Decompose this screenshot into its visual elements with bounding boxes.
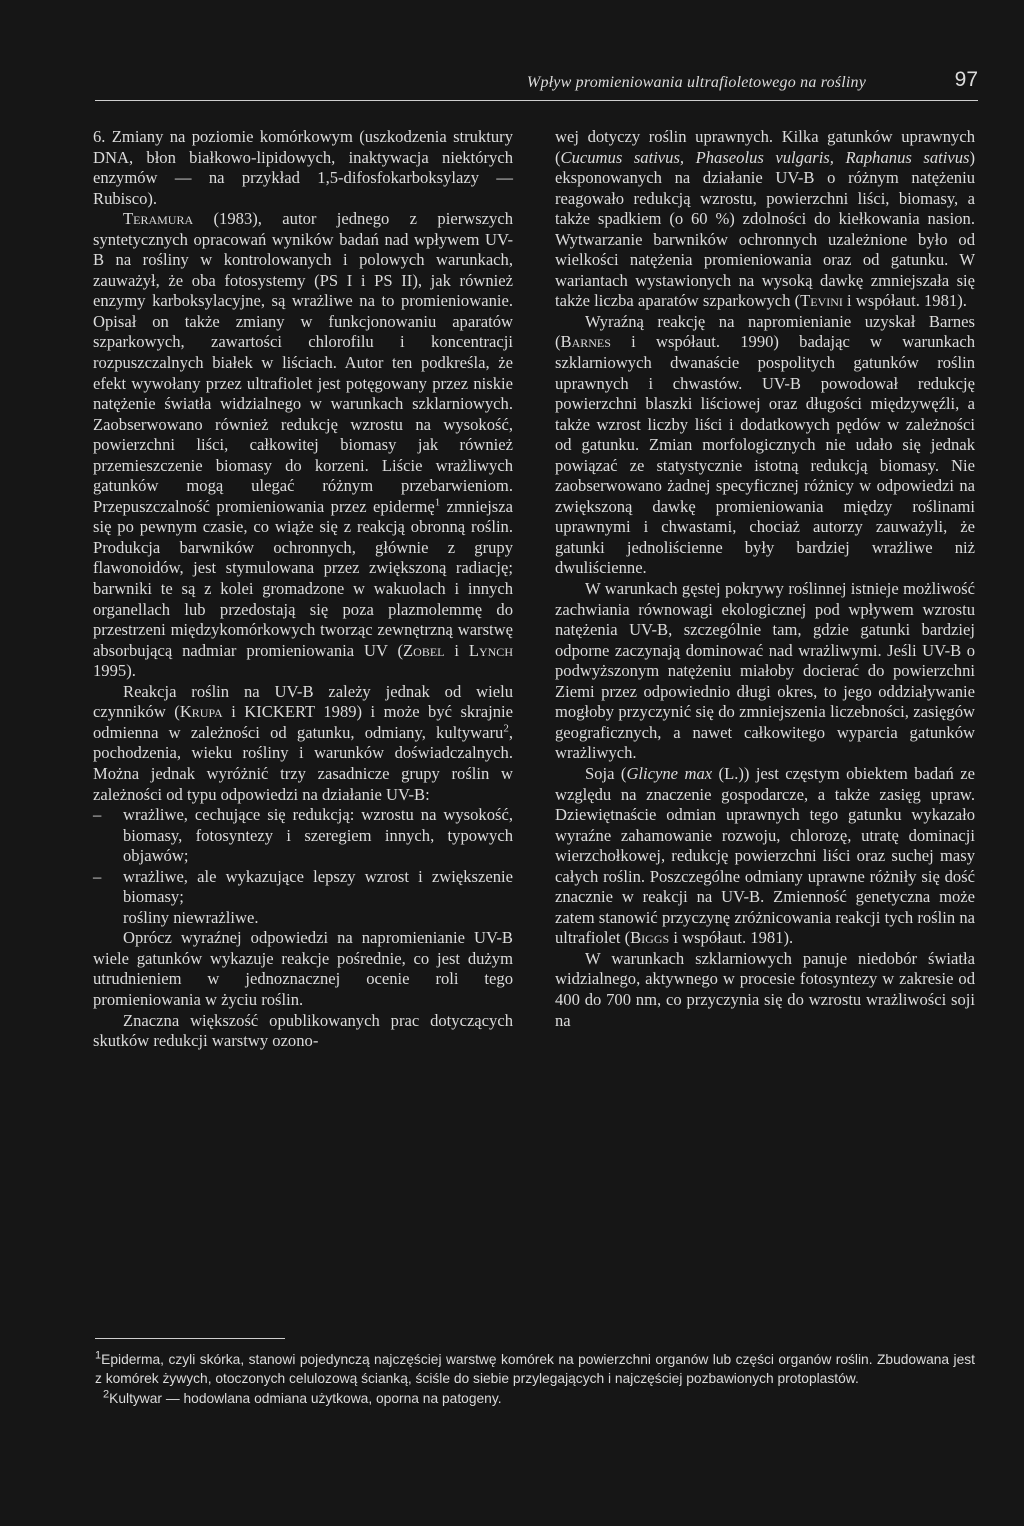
- paragraph-soja: [555, 764, 975, 949]
- paragraph-text: wej dotyczy roślin uprawnych. Kilka gatunków uprawnych (: [555, 127, 975, 167]
- paragraph-oprocz: Oprócz wyraźnej odpowiedzi na napromienianie UV-B wiele gatunków wykazuje reakcje pośrednie, co jest dużym utrudnieniem w jednoznacznej ocenie roli tego promieniowania w życiu roślin.: [93, 928, 513, 1009]
- footnote-ref-1: 1: [434, 496, 441, 509]
- footnotes: [95, 1350, 975, 1408]
- citation-krupa: Krupa: [179, 702, 223, 722]
- running-head: [95, 70, 978, 101]
- page-number: 97: [954, 68, 978, 91]
- paragraph-pokrywa: W warunkach gęstej pokrywy roślinnej istnieje możliwość zachwiania równowagi ekologicznej pod wpływem wzrostu natężenia UV-B, szczególnie tam, gdzie gatunki bardziej odporne zaczynają dominować nad wrażliwymi. Jeśli UV-B o podwyższonym natężeniu miałoby docierać do powierzchni Ziemi przez odpowiednio długi okres, to jego oddziaływanie mogłoby przyczynić się do zmniejszenia liczebności, zasięgów geograficznych, a nawet całkowitego wyparcia gatunków wrażliwych.: [555, 579, 975, 763]
- paragraph-teramura: [93, 209, 513, 682]
- list-item-6: 6. Zmiany na poziomie komórkowym (uszkodzenia struktury DNA, błon białkowo-lipidowych, inaktywacja niektórych enzymów — na przykład 1,5-difosfokarboksylazy — Rubisco).: [93, 127, 513, 208]
- paragraph-text: , pochodzenia, wieku rośliny i warunków doświadczalnych. Można jednak wyróżnić trzy zasadnicze grupy roślin w zależności od typu odpowiedzi na działanie UV-B:: [93, 722, 513, 804]
- footnote-text: Epiderma, czyli skórka, stanowi pojedynczą najczęściej warstwę komórek na powierzchni organów lub części organów roślin. Zbudowana jest z komórek żywych, otoczonych celulozową ścianką, ściśle do siebie przylegających i najczęściej pozbawionych protoplastów.: [95, 1352, 975, 1387]
- paragraph-text: (L.)) jest częstym obiektem badań ze względu na znaczenie gospodarcze, a także zasięg upraw. Dziewiętnaście odmian uprawnych tego gatunku wykazało wyraźne zahamowanie rozwoju, chlorozę, utratę dominacji wierzchołkowej, redukcję powierzchni liści oraz suchej masy całych roślin. Poszczególne odmiany uprawne różniły się dość znacznie w reakcji na UV-B. Zmienność genetyczna może zatem stanowić przyczynę zróżnicowania reakcji tych roślin na ultrafiolet (: [555, 763, 976, 948]
- list-item: – wrażliwe, ale wykazujące lepszy wzrost i zwiększenie biomasy;: [93, 867, 513, 908]
- paragraph-text: Soja (: [585, 763, 627, 783]
- citation-zobel: Zobel: [403, 640, 445, 660]
- footnote-rule: [95, 1338, 285, 1339]
- footnote-2: [95, 1389, 975, 1408]
- paragraph-continuation: [555, 127, 975, 312]
- paragraph-text: i współaut. 1981).: [669, 928, 794, 948]
- citation-kickert: KICKERT: [244, 702, 315, 722]
- footnote-mark-2: 2: [103, 1388, 110, 1401]
- paragraph-text: Wyraźną reakcję na napromienianie uzyskał Barnes (: [555, 311, 975, 352]
- citation-lynch: Lynch: [468, 640, 513, 660]
- conjunction: i: [444, 640, 469, 660]
- right-column: [555, 127, 975, 1031]
- list-item: rośliny niewrażliwe.: [123, 907, 259, 927]
- response-groups-list: [93, 805, 513, 928]
- citation-teramura: Teramura: [123, 209, 194, 229]
- conjunction: i: [222, 702, 245, 722]
- species-names: Cucumus sativus, Phaseolus vulgaris, Raphanus sativus: [560, 147, 970, 167]
- paragraph-text: 1989) i może być skrajnie odmienna w zależności od gatunku, odmiany, kultywaru: [93, 702, 513, 742]
- footnote-mark-1: 1: [95, 1349, 102, 1362]
- footnote-1: [95, 1350, 975, 1389]
- list-item: – wrażliwe, cechujące się redukcją: wzrostu na wysokość, biomasy, fotosyntezy i szeregiem innych, typowych objawów;: [93, 805, 513, 867]
- running-title: Wpływ promieniowania ultrafioletowego na rośliny: [526, 74, 866, 91]
- paragraph-text: i współaut. 1990) badając w warunkach szklarniowych dwanaście pospolitych gatunków roślin uprawnych i chwastów. UV-B powodował redukcję powierzchni blaszki liściowej oraz długości międzywęźli, a także wzrost liczby liści i dodatkowych pędów w zależności od gatunku. Zmian morfologicznych nie udało się jednak powiązać ze statystycznie istotną redukcją biomasy. Nie zaobserwowano żadnej specyficznej różnicy w odpowiedzi na zwiększoną dawkę promieniowania między roślinami uprawnymi i chwastami, chociaż autorzy zauważyli, że gatunki jednoliścienne były bardziej wrażliwe niż dwuliścienne.: [555, 332, 975, 578]
- paragraph-reakcja: [93, 682, 513, 805]
- citation-tevini: Tevini: [800, 291, 843, 311]
- paragraph-text: ) eksponowanych na działanie UV-B o różnym natężeniu reagowało redukcją wzrostu, powierzchni liści, biomasy, a także spadkiem (o 60 %) zdolności do kiełkowania nasion. Wytwarzanie barwników ochronnych uzależnione było od wielkości natężenia promieniowania oraz od gatunku. W wariantach wystawionych na wysoką dawkę zmniejszała się także liczba aparatów szparkowych (: [555, 147, 975, 311]
- paragraph-text: Reakcja roślin na UV-B zależy jednak od wielu czynników (: [93, 681, 513, 722]
- paragraph-text: i współaut. 1981).: [842, 291, 967, 311]
- paragraph-barnes: [555, 312, 975, 579]
- left-column: [93, 127, 513, 1052]
- paragraph-znaczna: Znaczna większość opublikowanych prac dotyczących skutków redukcji warstwy ozono-: [93, 1010, 513, 1051]
- footnote-ref-2: 2: [503, 722, 509, 735]
- paragraph-szklarnie: W warunkach szklarniowych panuje niedobór światła widzialnego, aktywnego w procesie fotosyntezy w zakresie od 400 do 700 nm, co przyczynia się do wzrostu wrażliwości soji na: [555, 948, 975, 1030]
- citation-year: 1995).: [93, 661, 136, 681]
- paragraph-text: zmniejsza się po pewnym czasie, co wiąże się z reakcją obronną roślin. Produkcja barwników ochronnych, głównie z grupy flawonoidów, jest stymulowana przez zwiększoną radiację; barwniki te są z kolei gromadzone w wakuolach i innych organellach lub przedostają się poza plazmolemmę do przestrzeni międzykomórkowych tworząc zewnętrzną warstwę absorbującą nadmiar promieniowania UV (: [93, 496, 513, 660]
- citation-biggs: Biggs: [630, 928, 670, 948]
- paragraph-text: (1983), autor jednego z pierwszych syntetycznych opracowań wyników badań nad wpływem UV-B na rośliny w kontrolowanych i polowych warunkach, zauważył, że oba fotosystemy (PS I i PS II), jak również enzymy karboksylacyjne, są wrażliwe na to promieniowanie. Opisał on także zmiany w funkcjonowaniu aparatów szparkowych, zawartości chlorofilu i koncentracji rozpuszczalnych białek w liściach. Autor ten podkreśla, że efekt wywołany przez ultrafiolet jest potęgowany przez niskie natężenie światła widzialnego w warunkach szklarniowych. Zaobserwowano również redukcję wzrostu na wysokość, powierzchni liści, całkowitej biomasy jak również przemieszczenie biomasy do korzeni. Liście wrażliwych gatunków mogą ulegać różnym przebarwieniom. Przepuszczalność promieniowania przez epidermę: [93, 209, 513, 516]
- species-name: Glicyne max: [626, 763, 713, 783]
- citation-barnes: Barnes: [560, 332, 611, 352]
- footnote-text: Kultywar — hodowlana odmiana użytkowa, oporna na patogeny.: [109, 1390, 502, 1406]
